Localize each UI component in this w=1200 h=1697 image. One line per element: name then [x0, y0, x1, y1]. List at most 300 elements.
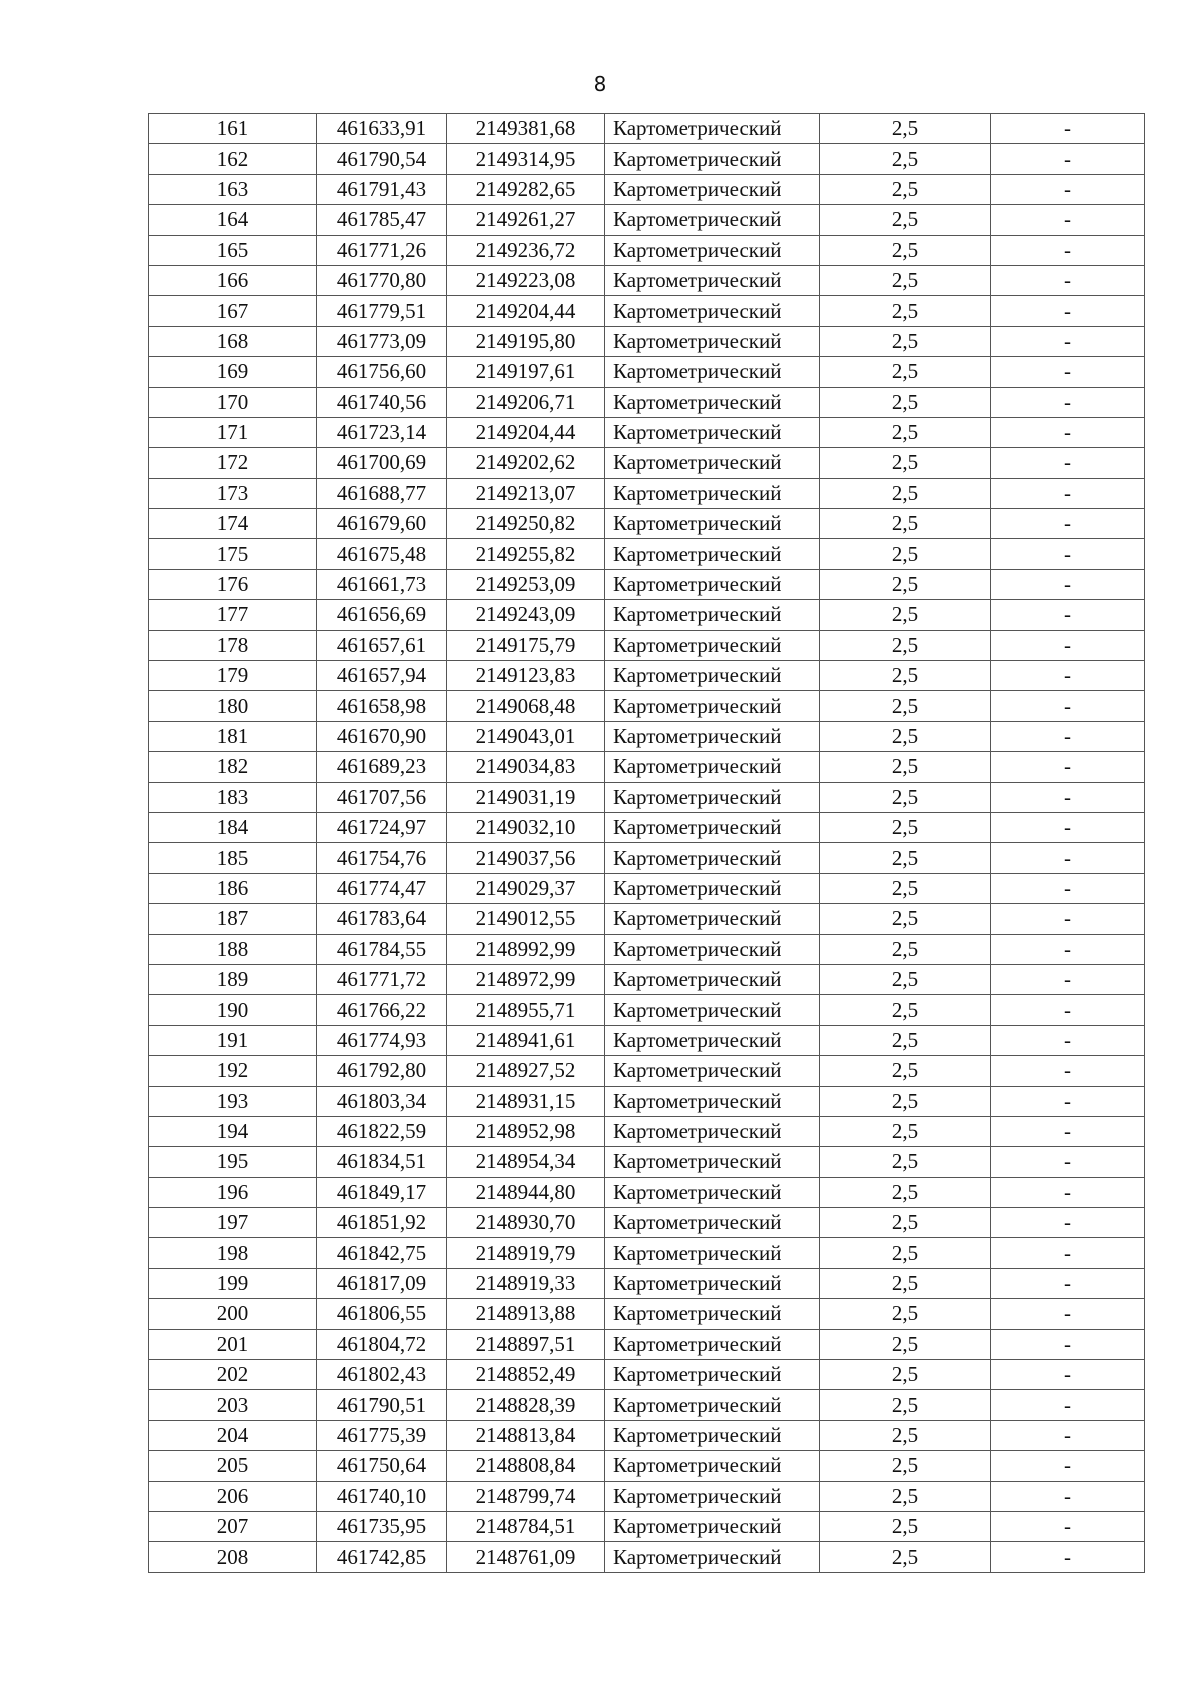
- table-row: [149, 539, 1145, 569]
- method-cell: Картометрический: [605, 144, 820, 174]
- note-cell: -: [991, 1086, 1145, 1116]
- y-coordinate-cell: 2149032,10: [447, 812, 605, 842]
- accuracy-cell: 2,5: [820, 509, 991, 539]
- y-coordinate-cell: 2148813,84: [447, 1420, 605, 1450]
- method-cell: Картометрический: [605, 843, 820, 873]
- method-cell: Картометрический: [605, 752, 820, 782]
- method-cell: Картометрический: [605, 782, 820, 812]
- method-cell: Картометрический: [605, 964, 820, 994]
- note-cell: -: [991, 904, 1145, 934]
- y-coordinate-cell: 2149034,83: [447, 752, 605, 782]
- x-coordinate-cell: 461688,77: [317, 478, 447, 508]
- note-cell: -: [991, 600, 1145, 630]
- note-cell: -: [991, 1420, 1145, 1450]
- table-row: [149, 1025, 1145, 1055]
- x-coordinate-cell: 461679,60: [317, 509, 447, 539]
- point-number-cell: 174: [149, 509, 317, 539]
- point-number-cell: 198: [149, 1238, 317, 1268]
- table-row: [149, 387, 1145, 417]
- note-cell: -: [991, 569, 1145, 599]
- note-cell: -: [991, 843, 1145, 873]
- y-coordinate-cell: 2148919,33: [447, 1268, 605, 1298]
- table-row: [149, 661, 1145, 691]
- y-coordinate-cell: 2149123,83: [447, 661, 605, 691]
- note-cell: -: [991, 782, 1145, 812]
- method-cell: Картометрический: [605, 1056, 820, 1086]
- y-coordinate-cell: 2149202,62: [447, 448, 605, 478]
- point-number-cell: 203: [149, 1390, 317, 1420]
- y-coordinate-cell: 2148952,98: [447, 1116, 605, 1146]
- note-cell: -: [991, 812, 1145, 842]
- table-row: [149, 144, 1145, 174]
- x-coordinate-cell: 461785,47: [317, 205, 447, 235]
- accuracy-cell: 2,5: [820, 995, 991, 1025]
- method-cell: Картометрический: [605, 1238, 820, 1268]
- accuracy-cell: 2,5: [820, 569, 991, 599]
- x-coordinate-cell: 461670,90: [317, 721, 447, 751]
- note-cell: -: [991, 448, 1145, 478]
- y-coordinate-cell: 2149223,08: [447, 265, 605, 295]
- table-row: [149, 448, 1145, 478]
- point-number-cell: 192: [149, 1056, 317, 1086]
- point-number-cell: 208: [149, 1542, 317, 1572]
- accuracy-cell: 2,5: [820, 1390, 991, 1420]
- method-cell: Картометрический: [605, 387, 820, 417]
- accuracy-cell: 2,5: [820, 1056, 991, 1086]
- x-coordinate-cell: 461849,17: [317, 1177, 447, 1207]
- point-number-cell: 178: [149, 630, 317, 660]
- y-coordinate-cell: 2148931,15: [447, 1086, 605, 1116]
- point-number-cell: 199: [149, 1268, 317, 1298]
- note-cell: -: [991, 1511, 1145, 1541]
- x-coordinate-cell: 461803,34: [317, 1086, 447, 1116]
- point-number-cell: 173: [149, 478, 317, 508]
- table-row: [149, 1511, 1145, 1541]
- x-coordinate-cell: 461740,56: [317, 387, 447, 417]
- note-cell: -: [991, 995, 1145, 1025]
- point-number-cell: 195: [149, 1147, 317, 1177]
- method-cell: Картометрический: [605, 1086, 820, 1116]
- method-cell: Картометрический: [605, 904, 820, 934]
- point-number-cell: 170: [149, 387, 317, 417]
- y-coordinate-cell: 2148897,51: [447, 1329, 605, 1359]
- method-cell: Картометрический: [605, 1147, 820, 1177]
- point-number-cell: 176: [149, 569, 317, 599]
- accuracy-cell: 2,5: [820, 1086, 991, 1116]
- x-coordinate-cell: 461790,51: [317, 1390, 447, 1420]
- table-row: [149, 721, 1145, 751]
- y-coordinate-cell: 2148919,79: [447, 1238, 605, 1268]
- note-cell: -: [991, 357, 1145, 387]
- note-cell: -: [991, 1177, 1145, 1207]
- x-coordinate-cell: 461784,55: [317, 934, 447, 964]
- point-number-cell: 194: [149, 1116, 317, 1146]
- point-number-cell: 182: [149, 752, 317, 782]
- y-coordinate-cell: 2149282,65: [447, 174, 605, 204]
- x-coordinate-cell: 461771,72: [317, 964, 447, 994]
- point-number-cell: 190: [149, 995, 317, 1025]
- y-coordinate-cell: 2148955,71: [447, 995, 605, 1025]
- note-cell: -: [991, 691, 1145, 721]
- y-coordinate-cell: 2149068,48: [447, 691, 605, 721]
- table-row: [149, 235, 1145, 265]
- table-row: [149, 752, 1145, 782]
- table-row: [149, 296, 1145, 326]
- x-coordinate-cell: 461633,91: [317, 114, 447, 144]
- y-coordinate-cell: 2149031,19: [447, 782, 605, 812]
- y-coordinate-cell: 2149197,61: [447, 357, 605, 387]
- table-row: [149, 326, 1145, 356]
- note-cell: -: [991, 1299, 1145, 1329]
- point-number-cell: 189: [149, 964, 317, 994]
- method-cell: Картометрический: [605, 1542, 820, 1572]
- y-coordinate-cell: 2149204,44: [447, 296, 605, 326]
- coordinates-table: [148, 113, 1145, 1573]
- accuracy-cell: 2,5: [820, 752, 991, 782]
- accuracy-cell: 2,5: [820, 782, 991, 812]
- point-number-cell: 183: [149, 782, 317, 812]
- y-coordinate-cell: 2148992,99: [447, 934, 605, 964]
- x-coordinate-cell: 461775,39: [317, 1420, 447, 1450]
- y-coordinate-cell: 2149236,72: [447, 235, 605, 265]
- table-row: [149, 1360, 1145, 1390]
- point-number-cell: 168: [149, 326, 317, 356]
- accuracy-cell: 2,5: [820, 174, 991, 204]
- point-number-cell: 177: [149, 600, 317, 630]
- accuracy-cell: 2,5: [820, 448, 991, 478]
- accuracy-cell: 2,5: [820, 934, 991, 964]
- note-cell: -: [991, 661, 1145, 691]
- x-coordinate-cell: 461842,75: [317, 1238, 447, 1268]
- method-cell: Картометрический: [605, 569, 820, 599]
- point-number-cell: 193: [149, 1086, 317, 1116]
- x-coordinate-cell: 461700,69: [317, 448, 447, 478]
- accuracy-cell: 2,5: [820, 144, 991, 174]
- accuracy-cell: 2,5: [820, 964, 991, 994]
- x-coordinate-cell: 461756,60: [317, 357, 447, 387]
- method-cell: Картометрический: [605, 873, 820, 903]
- note-cell: -: [991, 1481, 1145, 1511]
- x-coordinate-cell: 461822,59: [317, 1116, 447, 1146]
- table-row: [149, 1542, 1145, 1572]
- method-cell: Картометрический: [605, 1420, 820, 1450]
- y-coordinate-cell: 2149175,79: [447, 630, 605, 660]
- table-row: [149, 569, 1145, 599]
- method-cell: Картометрический: [605, 509, 820, 539]
- x-coordinate-cell: 461804,72: [317, 1329, 447, 1359]
- note-cell: -: [991, 630, 1145, 660]
- y-coordinate-cell: 2149253,09: [447, 569, 605, 599]
- table-row: [149, 691, 1145, 721]
- note-cell: -: [991, 721, 1145, 751]
- y-coordinate-cell: 2148972,99: [447, 964, 605, 994]
- x-coordinate-cell: 461817,09: [317, 1268, 447, 1298]
- accuracy-cell: 2,5: [820, 1511, 991, 1541]
- point-number-cell: 201: [149, 1329, 317, 1359]
- method-cell: Картометрический: [605, 1268, 820, 1298]
- accuracy-cell: 2,5: [820, 326, 991, 356]
- point-number-cell: 180: [149, 691, 317, 721]
- note-cell: -: [991, 326, 1145, 356]
- accuracy-cell: 2,5: [820, 812, 991, 842]
- method-cell: Картометрический: [605, 417, 820, 447]
- note-cell: -: [991, 144, 1145, 174]
- y-coordinate-cell: 2149037,56: [447, 843, 605, 873]
- y-coordinate-cell: 2148808,84: [447, 1451, 605, 1481]
- note-cell: -: [991, 1268, 1145, 1298]
- accuracy-cell: 2,5: [820, 1420, 991, 1450]
- point-number-cell: 181: [149, 721, 317, 751]
- x-coordinate-cell: 461834,51: [317, 1147, 447, 1177]
- y-coordinate-cell: 2149255,82: [447, 539, 605, 569]
- method-cell: Картометрический: [605, 326, 820, 356]
- table-row: [149, 1086, 1145, 1116]
- y-coordinate-cell: 2149012,55: [447, 904, 605, 934]
- table-row: [149, 812, 1145, 842]
- x-coordinate-cell: 461675,48: [317, 539, 447, 569]
- note-cell: -: [991, 873, 1145, 903]
- note-cell: -: [991, 1208, 1145, 1238]
- y-coordinate-cell: 2149043,01: [447, 721, 605, 751]
- method-cell: Картометрический: [605, 600, 820, 630]
- x-coordinate-cell: 461792,80: [317, 1056, 447, 1086]
- x-coordinate-cell: 461707,56: [317, 782, 447, 812]
- y-coordinate-cell: 2148913,88: [447, 1299, 605, 1329]
- y-coordinate-cell: 2149243,09: [447, 600, 605, 630]
- note-cell: -: [991, 964, 1145, 994]
- y-coordinate-cell: 2149261,27: [447, 205, 605, 235]
- x-coordinate-cell: 461724,97: [317, 812, 447, 842]
- accuracy-cell: 2,5: [820, 205, 991, 235]
- accuracy-cell: 2,5: [820, 417, 991, 447]
- method-cell: Картометрический: [605, 235, 820, 265]
- accuracy-cell: 2,5: [820, 1025, 991, 1055]
- x-coordinate-cell: 461735,95: [317, 1511, 447, 1541]
- table-row: [149, 174, 1145, 204]
- method-cell: Картометрический: [605, 934, 820, 964]
- table-row: [149, 782, 1145, 812]
- y-coordinate-cell: 2149250,82: [447, 509, 605, 539]
- table-row: [149, 357, 1145, 387]
- note-cell: -: [991, 387, 1145, 417]
- table-row: [149, 265, 1145, 295]
- accuracy-cell: 2,5: [820, 539, 991, 569]
- table-row: [149, 630, 1145, 660]
- accuracy-cell: 2,5: [820, 265, 991, 295]
- table-row: [149, 934, 1145, 964]
- table-row: [149, 904, 1145, 934]
- table-row: [149, 1390, 1145, 1420]
- method-cell: Картометрический: [605, 1025, 820, 1055]
- x-coordinate-cell: 461806,55: [317, 1299, 447, 1329]
- x-coordinate-cell: 461802,43: [317, 1360, 447, 1390]
- table-row: [149, 1420, 1145, 1450]
- accuracy-cell: 2,5: [820, 873, 991, 903]
- accuracy-cell: 2,5: [820, 296, 991, 326]
- x-coordinate-cell: 461658,98: [317, 691, 447, 721]
- y-coordinate-cell: 2148930,70: [447, 1208, 605, 1238]
- table-row: [149, 1481, 1145, 1511]
- accuracy-cell: 2,5: [820, 721, 991, 751]
- table-row: [149, 873, 1145, 903]
- y-coordinate-cell: 2148828,39: [447, 1390, 605, 1420]
- point-number-cell: 175: [149, 539, 317, 569]
- point-number-cell: 187: [149, 904, 317, 934]
- y-coordinate-cell: 2148799,74: [447, 1481, 605, 1511]
- x-coordinate-cell: 461774,93: [317, 1025, 447, 1055]
- accuracy-cell: 2,5: [820, 1268, 991, 1298]
- note-cell: -: [991, 539, 1145, 569]
- note-cell: -: [991, 934, 1145, 964]
- table-row: [149, 478, 1145, 508]
- accuracy-cell: 2,5: [820, 1177, 991, 1207]
- method-cell: Картометрический: [605, 1299, 820, 1329]
- method-cell: Картометрический: [605, 995, 820, 1025]
- note-cell: -: [991, 1238, 1145, 1268]
- point-number-cell: 161: [149, 114, 317, 144]
- point-number-cell: 196: [149, 1177, 317, 1207]
- point-number-cell: 204: [149, 1420, 317, 1450]
- method-cell: Картометрический: [605, 265, 820, 295]
- table-row: [149, 964, 1145, 994]
- note-cell: -: [991, 1542, 1145, 1572]
- method-cell: Картометрический: [605, 721, 820, 751]
- table-row: [149, 1208, 1145, 1238]
- table-row: [149, 1147, 1145, 1177]
- point-number-cell: 164: [149, 205, 317, 235]
- note-cell: -: [991, 1056, 1145, 1086]
- table-row: [149, 843, 1145, 873]
- y-coordinate-cell: 2148784,51: [447, 1511, 605, 1541]
- accuracy-cell: 2,5: [820, 1147, 991, 1177]
- x-coordinate-cell: 461766,22: [317, 995, 447, 1025]
- method-cell: Картометрический: [605, 630, 820, 660]
- point-number-cell: 184: [149, 812, 317, 842]
- x-coordinate-cell: 461740,10: [317, 1481, 447, 1511]
- x-coordinate-cell: 461657,61: [317, 630, 447, 660]
- method-cell: Картометрический: [605, 1451, 820, 1481]
- x-coordinate-cell: 461791,43: [317, 174, 447, 204]
- method-cell: Картометрический: [605, 661, 820, 691]
- note-cell: -: [991, 1360, 1145, 1390]
- point-number-cell: 185: [149, 843, 317, 873]
- method-cell: Картометрический: [605, 174, 820, 204]
- point-number-cell: 191: [149, 1025, 317, 1055]
- note-cell: -: [991, 114, 1145, 144]
- note-cell: -: [991, 1147, 1145, 1177]
- accuracy-cell: 2,5: [820, 630, 991, 660]
- x-coordinate-cell: 461774,47: [317, 873, 447, 903]
- table-row: [149, 1299, 1145, 1329]
- table-row: [149, 205, 1145, 235]
- y-coordinate-cell: 2148941,61: [447, 1025, 605, 1055]
- x-coordinate-cell: 461790,54: [317, 144, 447, 174]
- note-cell: -: [991, 265, 1145, 295]
- y-coordinate-cell: 2149204,44: [447, 417, 605, 447]
- point-number-cell: 186: [149, 873, 317, 903]
- y-coordinate-cell: 2148954,34: [447, 1147, 605, 1177]
- note-cell: -: [991, 296, 1145, 326]
- y-coordinate-cell: 2149381,68: [447, 114, 605, 144]
- y-coordinate-cell: 2148927,52: [447, 1056, 605, 1086]
- note-cell: -: [991, 509, 1145, 539]
- x-coordinate-cell: 461661,73: [317, 569, 447, 599]
- point-number-cell: 172: [149, 448, 317, 478]
- y-coordinate-cell: 2148944,80: [447, 1177, 605, 1207]
- accuracy-cell: 2,5: [820, 387, 991, 417]
- table-row: [149, 1268, 1145, 1298]
- accuracy-cell: 2,5: [820, 1360, 991, 1390]
- method-cell: Картометрический: [605, 539, 820, 569]
- table-row: [149, 1451, 1145, 1481]
- accuracy-cell: 2,5: [820, 1481, 991, 1511]
- point-number-cell: 169: [149, 357, 317, 387]
- accuracy-cell: 2,5: [820, 600, 991, 630]
- method-cell: Картометрический: [605, 1390, 820, 1420]
- table-row: [149, 995, 1145, 1025]
- table-row: [149, 1238, 1145, 1268]
- table-row: [149, 1116, 1145, 1146]
- table-row: [149, 417, 1145, 447]
- x-coordinate-cell: 461689,23: [317, 752, 447, 782]
- method-cell: Картометрический: [605, 1481, 820, 1511]
- x-coordinate-cell: 461742,85: [317, 1542, 447, 1572]
- x-coordinate-cell: 461750,64: [317, 1451, 447, 1481]
- note-cell: -: [991, 235, 1145, 265]
- note-cell: -: [991, 174, 1145, 204]
- point-number-cell: 163: [149, 174, 317, 204]
- y-coordinate-cell: 2148852,49: [447, 1360, 605, 1390]
- method-cell: Картометрический: [605, 114, 820, 144]
- accuracy-cell: 2,5: [820, 661, 991, 691]
- method-cell: Картометрический: [605, 1329, 820, 1359]
- table-row: [149, 114, 1145, 144]
- method-cell: Картометрический: [605, 1360, 820, 1390]
- y-coordinate-cell: 2149314,95: [447, 144, 605, 174]
- x-coordinate-cell: 461723,14: [317, 417, 447, 447]
- note-cell: -: [991, 1025, 1145, 1055]
- method-cell: Картометрический: [605, 1116, 820, 1146]
- accuracy-cell: 2,5: [820, 691, 991, 721]
- y-coordinate-cell: 2148761,09: [447, 1542, 605, 1572]
- table-row: [149, 600, 1145, 630]
- coordinates-table-body: [149, 114, 1145, 1573]
- note-cell: -: [991, 752, 1145, 782]
- accuracy-cell: 2,5: [820, 1329, 991, 1359]
- point-number-cell: 162: [149, 144, 317, 174]
- note-cell: -: [991, 205, 1145, 235]
- method-cell: Картометрический: [605, 812, 820, 842]
- accuracy-cell: 2,5: [820, 904, 991, 934]
- accuracy-cell: 2,5: [820, 1451, 991, 1481]
- accuracy-cell: 2,5: [820, 1116, 991, 1146]
- note-cell: -: [991, 1451, 1145, 1481]
- accuracy-cell: 2,5: [820, 1299, 991, 1329]
- method-cell: Картометрический: [605, 205, 820, 235]
- note-cell: -: [991, 1390, 1145, 1420]
- point-number-cell: 206: [149, 1481, 317, 1511]
- point-number-cell: 167: [149, 296, 317, 326]
- point-number-cell: 166: [149, 265, 317, 295]
- method-cell: Картометрический: [605, 357, 820, 387]
- method-cell: Картометрический: [605, 296, 820, 326]
- note-cell: -: [991, 417, 1145, 447]
- note-cell: -: [991, 478, 1145, 508]
- method-cell: Картометрический: [605, 1177, 820, 1207]
- table-row: [149, 1177, 1145, 1207]
- x-coordinate-cell: 461754,76: [317, 843, 447, 873]
- note-cell: -: [991, 1329, 1145, 1359]
